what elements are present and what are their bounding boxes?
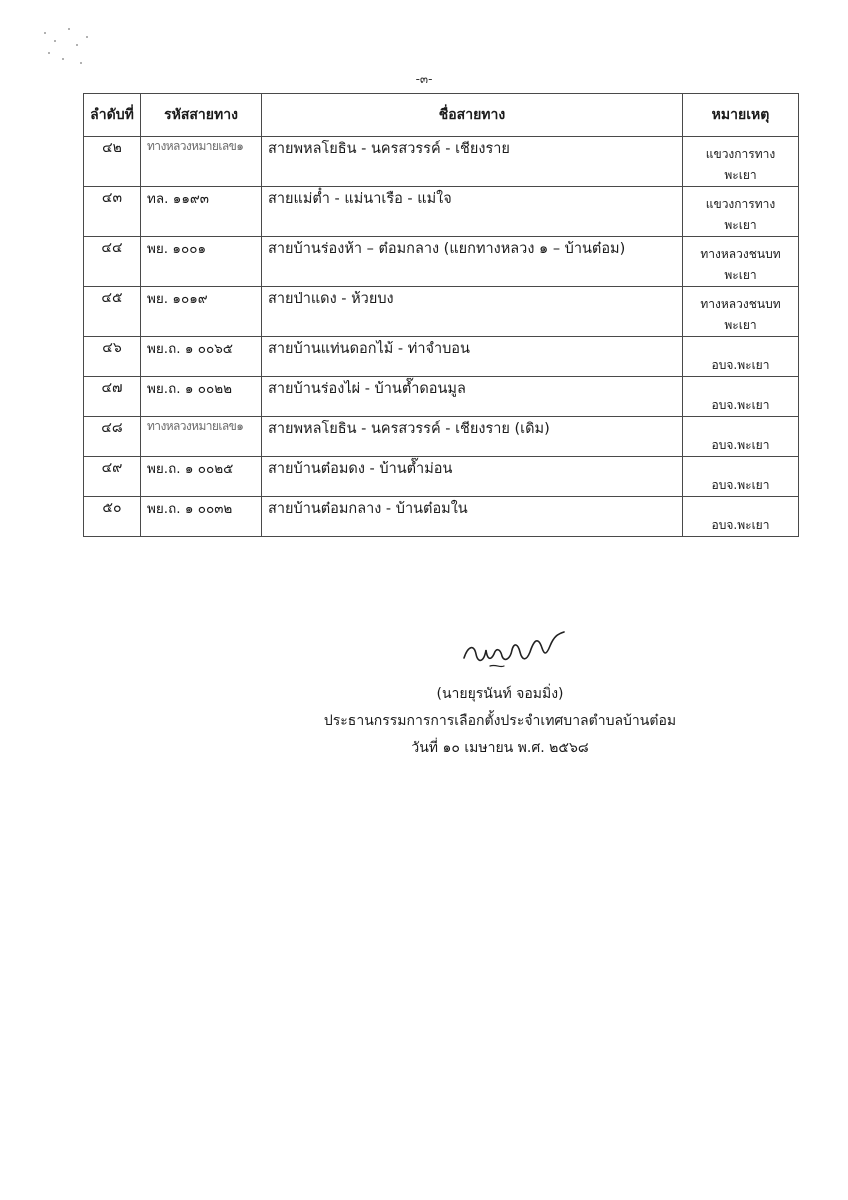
row-code: พย. ๑๐๐๑ [141,237,262,287]
scan-artifact [40,22,100,72]
table-row [84,237,799,287]
table-row [84,457,799,497]
row-no: ๔๕ [84,287,141,337]
table-header-row [84,94,799,137]
row-name: สายบ้านร่องห้า – ต๋อมกลาง (แยกทางหลวง ๑ – บ้านต๋อม) [262,237,683,287]
row-no: ๔๗ [84,377,141,417]
row-code: พย.ถ. ๑ ๐๐๓๒ [141,497,262,537]
signatory-position: ประธานกรรมการการเลือกตั้งประจำเทศบาลตำบลบ้านต๋อม [323,713,677,729]
row-no: ๔๘ [84,417,141,457]
row-no: ๔๒ [84,137,141,187]
header-code: รหัสสายทาง [141,94,262,137]
row-code: ทางหลวงหมายเลข๑ [141,417,262,457]
row-name: สายบ้านร่องไผ่ - บ้านต๊ำดอนมูล [262,377,683,417]
row-name: สายป่าแดง - ห้วยบง [262,287,683,337]
row-no: ๕๐ [84,497,141,537]
row-name: สายบ้านแท่นดอกไม้ - ท่าจำบอน [262,337,683,377]
row-code: ทางหลวงหมายเลข๑ [141,137,262,187]
table-row [84,137,799,187]
header-note: หมายเหตุ [683,94,799,137]
row-code: พย.ถ. ๑ ๐๐๖๕ [141,337,262,377]
handwritten-signature [460,628,570,676]
routes-table [83,93,799,537]
row-code: ทล. ๑๑๙๓ [141,187,262,237]
table-row [84,377,799,417]
row-note: อบจ.พะเยา [683,337,799,377]
signatory-name: (นายยุรนันท์ จอมมิ่ง) [436,686,564,702]
header-name: ชื่อสายทาง [262,94,683,137]
table-row [84,187,799,237]
table-row [84,417,799,457]
table-row [84,337,799,377]
row-no: ๔๔ [84,237,141,287]
table-row [84,497,799,537]
row-name: สายบ้านต๋อมดง - บ้านต๊ำม่อน [262,457,683,497]
row-note: อบจ.พะเยา [683,457,799,497]
row-no: ๔๙ [84,457,141,497]
row-note: ทางหลวงชนบท พะเยา [683,237,799,287]
table-row [84,287,799,337]
signature-date: วันที่ ๑๐ เมษายน พ.ศ. ๒๕๖๘ [411,740,589,756]
row-note: อบจ.พะเยา [683,417,799,457]
row-name: สายพหลโยธิน - นครสวรรค์ - เชียงราย (เดิม) [262,417,683,457]
row-note: อบจ.พะเยา [683,377,799,417]
row-name: สายบ้านต๋อมกลาง - บ้านต๋อมใน [262,497,683,537]
row-name: สายพหลโยธิน - นครสวรรค์ - เชียงราย [262,137,683,187]
row-no: ๔๓ [84,187,141,237]
row-note: อบจ.พะเยา [683,497,799,537]
row-name: สายแม่ต๋ำ - แม่นาเรือ - แม่ใจ [262,187,683,237]
page-number: -๓- [415,72,433,86]
row-code: พย.ถ. ๑ ๐๐๒๒ [141,377,262,417]
header-no: ลำดับที่ [84,94,141,137]
row-code: พย.ถ. ๑ ๐๐๒๕ [141,457,262,497]
row-note: แขวงการทาง พะเยา [683,187,799,237]
row-no: ๔๖ [84,337,141,377]
row-code: พย. ๑๐๑๙ [141,287,262,337]
row-note: ทางหลวงชนบท พะเยา [683,287,799,337]
row-note: แขวงการทาง พะเยา [683,137,799,187]
